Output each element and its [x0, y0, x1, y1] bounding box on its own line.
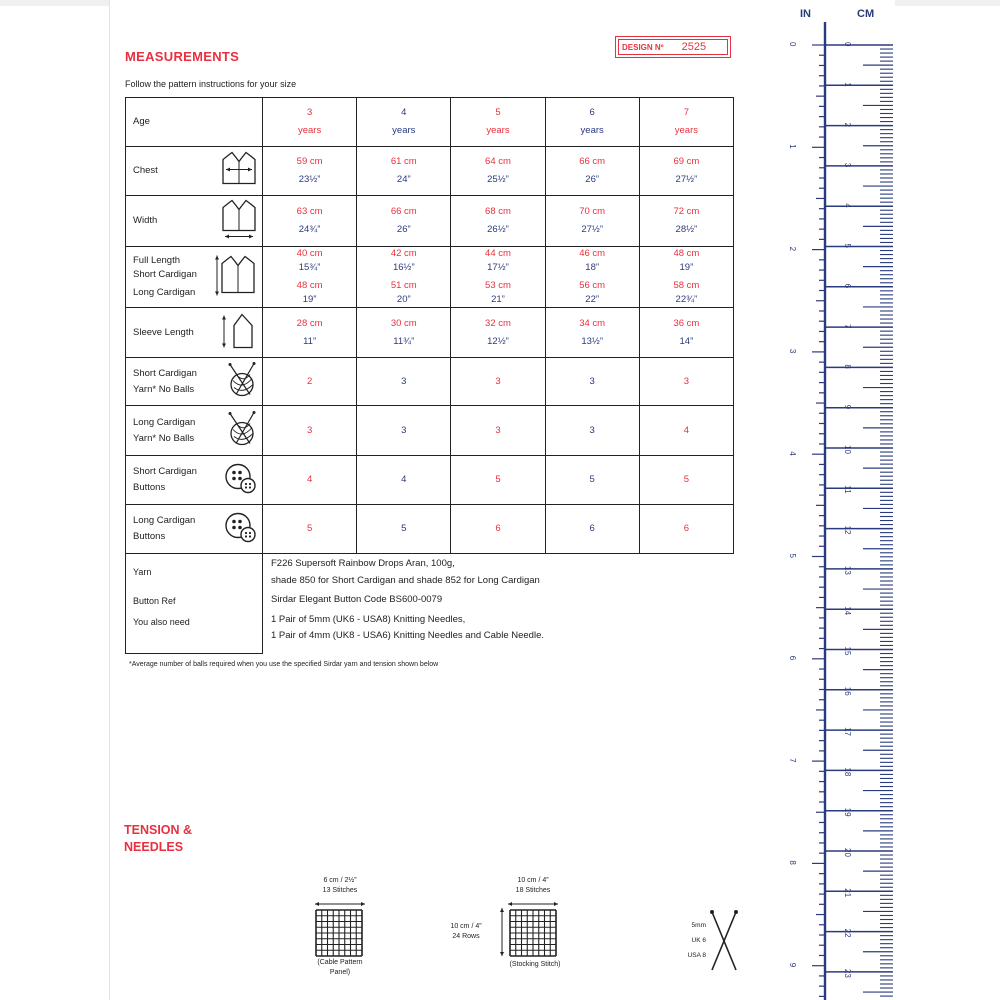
cell-value: years [392, 125, 416, 136]
cell-value: 51 cm [390, 280, 417, 291]
cell-value: 23½” [298, 174, 321, 185]
row-label-line: Yarn* No Balls [133, 383, 195, 395]
row-label-line: Short Cardigan [133, 466, 197, 477]
ruler-number: 15 [843, 646, 852, 656]
cell-value: 42 cm [390, 248, 417, 259]
cell-value: 66 cm [390, 206, 417, 217]
row-label-line: Sleeve Length [133, 326, 194, 338]
cell-value: 2 [306, 375, 313, 387]
ruler-number: 21 [843, 888, 852, 898]
cell-value: 3 [589, 424, 595, 436]
ruler-number: 5 [843, 243, 852, 248]
cell-value: 24¾” [298, 224, 321, 235]
cell-value: 26” [585, 174, 600, 185]
swatch-2-stitches: 18 Stitches [515, 887, 551, 894]
cell-value: 3 [495, 375, 501, 387]
ruler-number: 18 [843, 767, 852, 777]
cell-value: 53 cm [485, 280, 511, 291]
cell-value: 66 cm [579, 156, 606, 167]
cell-value: 46 cm [579, 248, 606, 259]
cell-value: 28½” [675, 224, 698, 235]
ruler-number: 4 [788, 451, 797, 456]
cell-value: 5 [495, 474, 501, 485]
ruler-number: 6 [788, 655, 797, 661]
ruler-number: 3 [788, 348, 797, 354]
ruler-number: 0 [843, 42, 852, 47]
cell-value: 61 cm [390, 156, 417, 167]
ruler-number: 17 [843, 727, 852, 737]
ruler-number: 8 [788, 860, 797, 865]
ruler-number: 6 [843, 283, 852, 289]
cell-value: 3 [589, 375, 595, 387]
cell-value: years [297, 125, 322, 136]
tension-title-line-2: NEEDLES [124, 840, 184, 854]
swatch-2-bottom-label: (Stocking Stitch) [509, 961, 561, 968]
cell-value: 40 cm [296, 248, 323, 259]
ruler-number: 3 [843, 162, 852, 168]
cell-value: years [486, 125, 510, 136]
cell-value: 13½” [581, 335, 603, 347]
cell-value: years [674, 125, 698, 136]
design-number: 2525 [681, 41, 707, 53]
needle-uk-label: UK 6 [691, 937, 706, 944]
ruler-number: 11 [843, 485, 852, 494]
ruler-number: 9 [788, 962, 797, 968]
swatch-1-panel: Panel) [329, 969, 351, 976]
button-ref-value: Sirdar Elegant Button Code BS600-0079 [271, 594, 443, 605]
cell-value: 28 cm [296, 317, 323, 329]
cell-value: 4 [401, 474, 407, 485]
cell-value: 4 [306, 474, 313, 485]
ruler-number: 12 [843, 525, 852, 535]
ruler-number: 4 [843, 203, 852, 208]
cell-value: 3 [683, 375, 690, 387]
cell-value: 27½” [581, 224, 603, 235]
cell-value: 19” [679, 262, 694, 273]
row-label-line: Width [133, 215, 158, 226]
cell-value: 48 cm [673, 248, 700, 259]
cell-value: 59 cm [296, 156, 323, 167]
cell-value: 68 cm [485, 206, 511, 217]
cell-value: 26½” [487, 224, 509, 235]
cell-value: 69 cm [673, 156, 700, 167]
cell-value: 3 [401, 424, 407, 436]
cell-value: 72 cm [673, 206, 700, 217]
cell-value: 19” [302, 294, 317, 305]
cell-value: 15¾” [298, 262, 321, 273]
row-label-line: Long Cardigan [133, 515, 196, 526]
cell-value: 48 cm [296, 280, 323, 291]
cell-value: 12½” [487, 335, 509, 347]
row-label-line: Short Cardigan [133, 269, 197, 280]
cell-value: 6 [683, 523, 690, 534]
ruler-number: 16 [843, 686, 852, 696]
page-title: MEASUREMENTS [125, 49, 240, 64]
tension-title-line-1: TENSION & [124, 823, 193, 837]
ruler-number: 1 [843, 82, 852, 87]
needle-mm-label: 5mm [691, 922, 706, 929]
row-label-line: Short Cardigan [133, 367, 197, 379]
page-subtitle: Follow the pattern instructions for your size [125, 79, 297, 89]
need-line-2: 1 Pair of 4mm (UK8 - USA6) Knitting Needles and Cable Needle. [271, 630, 544, 641]
ruler-number: 2 [843, 122, 852, 128]
row-label-line: Buttons [133, 482, 166, 493]
cell-value: 36 cm [673, 317, 700, 329]
cell-value: 26” [396, 224, 411, 235]
ruler-number: 7 [843, 324, 852, 329]
swatch-2-height: 10 cm / 4” [450, 923, 482, 930]
yarn-line-2: shade 850 for Short Cardigan and shade 852 for Long Cardigan [271, 574, 540, 586]
also-need-label: You also need [133, 617, 190, 627]
yarn-line-1: F226 Supersoft Rainbow Drops Aran, 100g, [271, 558, 455, 569]
row-label-line: Long Cardigan [133, 287, 196, 298]
ruler-number: 14 [843, 606, 852, 616]
cell-value: 34 cm [579, 317, 606, 329]
footnote: *Average number of balls required when you use the specified Sirdar yarn and tension shown below [129, 661, 439, 668]
row-label-line: Yarn* No Balls [133, 432, 195, 444]
cell-value: 5 [306, 523, 313, 534]
cell-value: years [580, 125, 604, 136]
cell-value: 58 cm [673, 280, 700, 291]
ruler-inch-heading: IN [800, 8, 811, 20]
cell-value: 7 [683, 107, 690, 118]
cell-value: 11¾” [393, 335, 415, 347]
swatch-1-stitches: 13 Stitches [322, 887, 358, 894]
cell-value: 4 [401, 107, 407, 118]
ruler-number: 7 [788, 758, 797, 763]
cell-value: 17½” [487, 262, 509, 273]
ruler-number: 20 [843, 848, 852, 857]
cell-value: 6 [495, 523, 501, 534]
cell-value: 5 [683, 474, 690, 485]
cell-value: 14” [679, 335, 694, 347]
cell-value: 16½” [392, 262, 415, 273]
swatch-1-pattern: (Cable Pattern [317, 959, 363, 966]
cell-value: 18” [585, 262, 600, 273]
cell-value: 22” [585, 294, 600, 305]
cell-value: 27½” [675, 174, 698, 185]
cell-value: 3 [401, 375, 407, 387]
ruler-cm-heading: CM [857, 8, 875, 20]
yarn-label: Yarn [133, 567, 152, 577]
swatch-2-width: 10 cm / 4” [517, 877, 549, 884]
ruler-number: 19 [843, 807, 852, 817]
ruler-number: 8 [843, 364, 852, 369]
needle-usa-label: USA 8 [687, 952, 706, 959]
cell-value: 63 cm [296, 206, 323, 217]
ruler-number: 23 [843, 968, 852, 978]
row-label-line: Chest [133, 165, 158, 176]
row-label-line: Age [133, 116, 150, 127]
ruler-number: 2 [788, 246, 797, 252]
cell-value: 25½” [487, 174, 509, 185]
ruler-number: 22 [843, 928, 852, 938]
cell-value: 21” [491, 294, 505, 305]
cell-value: 32 cm [485, 317, 511, 329]
ruler-number: 9 [843, 404, 852, 410]
cell-value: 20” [396, 294, 411, 305]
need-line-1: 1 Pair of 5mm (UK6 - USA8) Knitting Needles, [271, 613, 466, 625]
cell-value: 4 [683, 424, 690, 436]
row-label-line: Full Length [133, 255, 181, 266]
swatch-2-rows: 24 Rows [452, 933, 480, 940]
cell-value: 30 cm [390, 317, 417, 329]
cell-value: 56 cm [579, 280, 606, 291]
cell-value: 22¾” [675, 294, 698, 305]
swatch-1-width: 6 cm / 2½” [323, 877, 357, 884]
cell-value: 3 [495, 424, 501, 436]
ruler-number: 13 [843, 565, 852, 575]
cell-value: 5 [401, 523, 407, 534]
cell-value: 5 [495, 107, 501, 118]
ruler-number: 1 [788, 144, 797, 149]
cell-value: 3 [306, 107, 313, 118]
cell-value: 6 [589, 107, 595, 118]
cell-value: 6 [589, 523, 595, 534]
row-label-line: Buttons [133, 531, 166, 542]
cell-value: 11” [303, 335, 317, 347]
ruler-number: 10 [843, 445, 852, 454]
cell-value: 3 [306, 424, 313, 436]
button-ref-label: Button Ref [133, 596, 176, 606]
cell-value: 24” [396, 174, 411, 185]
design-label: DESIGN Nº [622, 42, 664, 52]
ruler-number: 0 [788, 42, 797, 47]
cell-value: 64 cm [485, 156, 511, 167]
cell-value: 70 cm [579, 206, 606, 217]
row-label-line: Long Cardigan [133, 416, 196, 428]
cell-value: 5 [589, 474, 595, 485]
cell-value: 44 cm [485, 248, 511, 259]
ruler-number: 5 [788, 553, 797, 558]
